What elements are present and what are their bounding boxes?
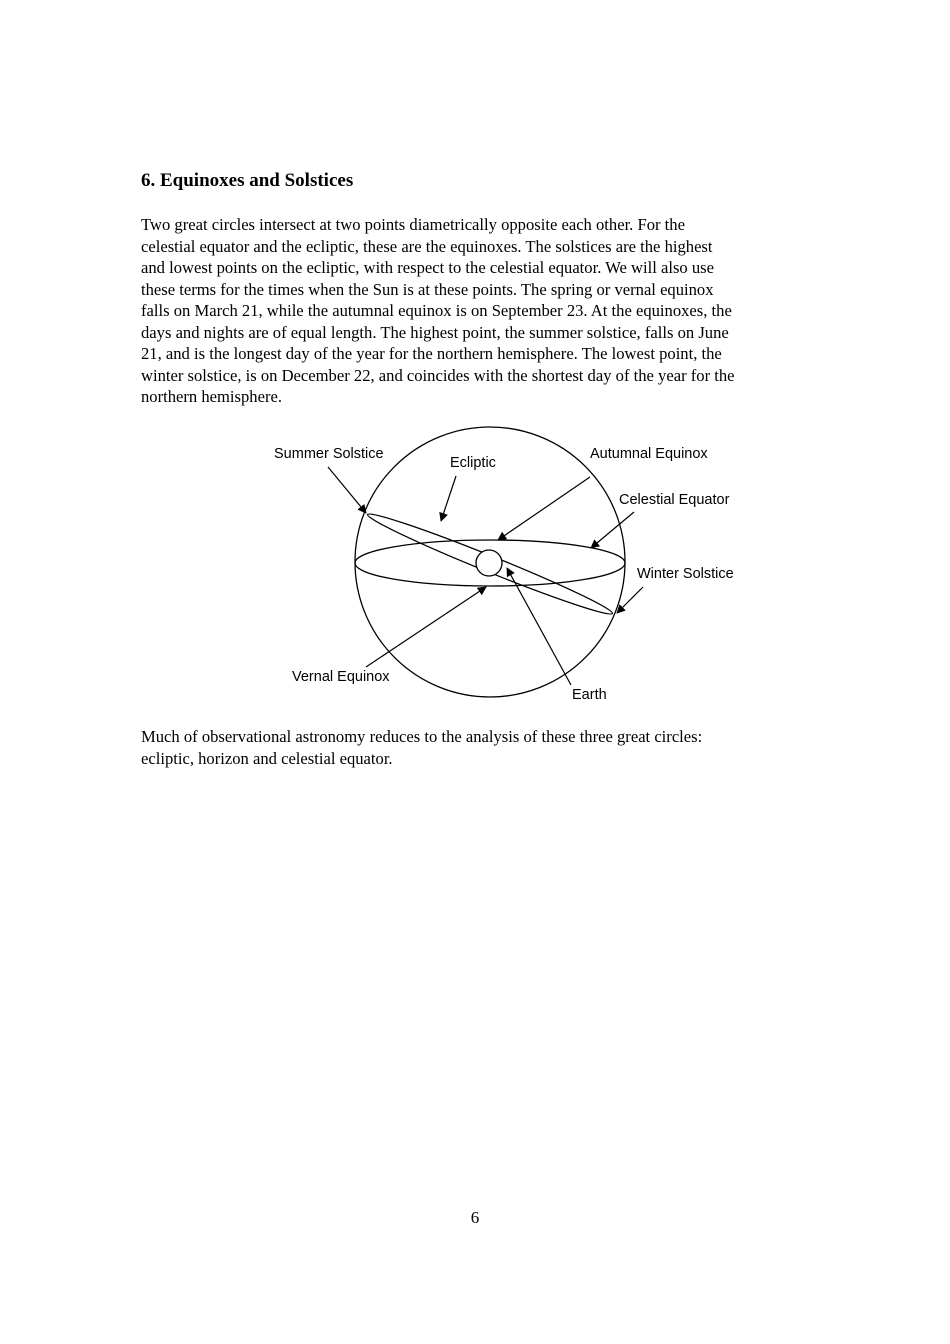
earth-circle [476, 550, 502, 576]
section-heading: 6. Equinoxes and Solstices [141, 170, 354, 191]
earth-label: Earth [572, 687, 607, 703]
paragraph-line: 21, and is the longest day of the year for the northern hemisphere. The lowest point, the [141, 344, 722, 363]
summer-solstice-label: Summer Solstice [274, 446, 384, 462]
autumnal-equinox-label: Autumnal Equinox [590, 446, 708, 462]
vernal-equinox-arrow [366, 587, 486, 667]
intro-paragraph [141, 214, 821, 408]
paragraph-line: Two great circles intersect at two points diametrically opposite each other. For the [141, 215, 685, 234]
paragraph-line: falls on March 21, while the autumnal equinox is on September 23. At the equinoxes, the [141, 301, 732, 320]
winter-solstice-arrow [617, 587, 643, 613]
paragraph-line: Much of observational astronomy reduces to the analysis of these three great circles: [141, 727, 703, 746]
earth-arrow [507, 568, 571, 685]
paragraph-line: these terms for the times when the Sun is at these points. The spring or vernal equinox [141, 279, 714, 299]
celestial-equator-arrow [591, 512, 634, 548]
closing-paragraph [141, 726, 821, 769]
ecliptic-label: Ecliptic [450, 455, 496, 471]
celestial-equator-ellipse [355, 540, 625, 586]
summer-solstice-arrow [328, 467, 366, 513]
page-number: 6 [470, 1208, 480, 1227]
celestial-equator-label: Celestial Equator [619, 492, 730, 508]
winter-solstice-label: Winter Solstice [637, 566, 734, 582]
paragraph-line: days and nights are of equal length. The highest point, the summer solstice, falls on June [141, 322, 729, 342]
ecliptic-arrow [441, 476, 456, 521]
celestial-sphere [355, 427, 625, 697]
vernal-equinox-label: Vernal Equinox [292, 669, 390, 685]
paragraph-line: and lowest points on the ecliptic, with respect to the celestial equator. We will also use [141, 258, 715, 277]
paragraph-line: celestial equator and the ecliptic, these are the equinoxes. The solstices are the highest [141, 236, 713, 256]
paragraph-line: northern hemisphere. [141, 387, 282, 406]
paragraph-line: ecliptic, horizon and celestial equator. [141, 748, 393, 768]
ecliptic-ellipse [365, 507, 616, 621]
paragraph-line: winter solstice, is on December 22, and coincides with the shortest day of the year for the [141, 365, 735, 385]
autumnal-equinox-arrow [498, 477, 590, 540]
